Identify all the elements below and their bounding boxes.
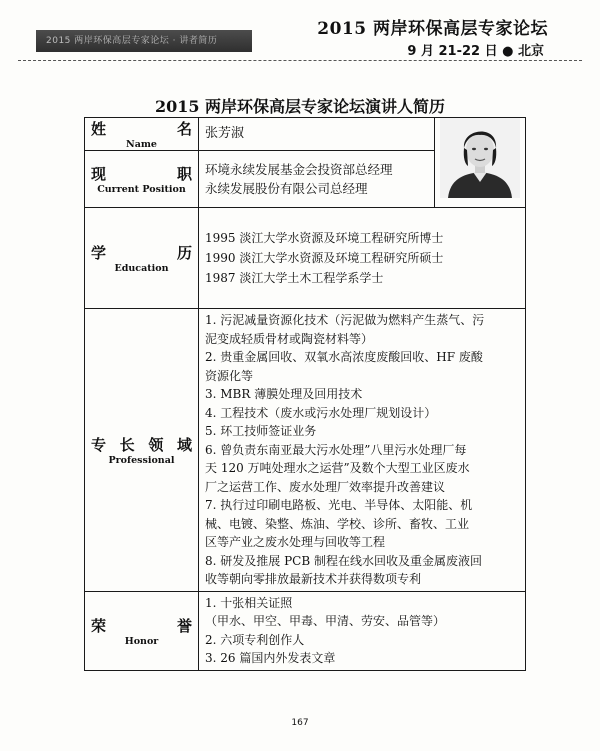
header-banner: 2015 两岸环保高层专家论坛 · 讲者简历 — [36, 30, 252, 52]
education-label-en: Education — [114, 263, 169, 274]
name-label-en: Name — [126, 139, 157, 150]
honor-line: 2. 六项专利创作人 — [205, 632, 305, 647]
professional-line: 8. 研发及推展 PCB 制程在线水回收及重金属废液回 — [205, 553, 482, 568]
position-line: 永续发展股份有限公司总经理 — [205, 181, 368, 196]
honor-value — [199, 591, 526, 670]
education-line: 1995 淡江大学水资源及环境工程研究所博士 — [205, 231, 444, 245]
honor-label — [85, 591, 199, 670]
document-title: 2015 两岸环保高层专家论坛演讲人简历 — [154, 97, 446, 116]
professional-line: 厂之运营工作、废水处理厂效率提升改善建议 — [205, 479, 446, 494]
education-value — [199, 208, 526, 309]
education-label-zh-2: 历 — [176, 244, 192, 262]
page-number: 167 — [291, 718, 309, 728]
professional-label-zh-2: 长 — [119, 435, 135, 454]
position-label-en: Current Position — [97, 184, 186, 195]
professional-value — [199, 309, 526, 592]
education-label-zh-1: 学 — [91, 244, 107, 262]
honor-label-zh-2: 誉 — [176, 616, 192, 635]
professional-line: 4. 工程技术（废水或污水处理厂规划设计） — [205, 405, 437, 420]
name-label-zh-2: 名 — [176, 120, 192, 138]
photo-cell — [435, 118, 526, 208]
position-label-zh-1: 现 — [91, 165, 107, 183]
professional-label-zh-4: 域 — [176, 435, 192, 454]
position-label — [85, 151, 199, 208]
honor-line: 3. 26 篇国内外发表文章 — [205, 651, 336, 665]
header-divider — [18, 60, 582, 61]
professional-label-en: Professional — [108, 454, 175, 466]
position-value — [199, 151, 435, 208]
professional-row — [85, 309, 526, 592]
honor-row — [85, 591, 526, 670]
professional-line: 7. 执行过印刷电路板、光电、半导体、太阳能、机 — [205, 498, 473, 512]
professional-line: 械、电镀、染整、炼油、学校、诊所、畜牧、工业 — [205, 516, 470, 531]
forum-date: 9 月 21-22 日 ● 北京 — [407, 44, 544, 59]
forum-title: 2015 两岸环保高层专家论坛 — [317, 19, 548, 39]
professional-line: 泥变成轻质骨材或陶瓷材料等） — [205, 331, 374, 346]
education-label — [85, 208, 199, 309]
position-line: 环境永续发展基金会投资部总经理 — [205, 162, 393, 177]
name-value: 张芳淑 — [199, 118, 435, 151]
name-label — [85, 118, 199, 151]
professional-line: 2. 贵重金属回收、双氧水高浓度废酸回收、HF 废酸 — [205, 350, 483, 364]
professional-line: 资源化等 — [205, 368, 254, 383]
education-line: 1987 淡江大学土木工程学系学士 — [205, 271, 384, 285]
professional-line: 3. MBR 薄膜处理及回用技术 — [205, 387, 363, 401]
speaker-photo — [440, 118, 520, 198]
professional-line: 区等产业之废水处理与回收等工程 — [205, 535, 386, 549]
name-row — [85, 118, 526, 151]
professional-line: 6. 曾负责东南亚最大污水处理”八里污水处理厂每 — [205, 442, 467, 457]
professional-line: 收等朝向零排放最新技术并获得数项专利 — [205, 572, 422, 586]
education-row — [85, 208, 526, 309]
honor-label-zh-1: 荣 — [91, 616, 107, 635]
name-label-zh-1: 姓 — [91, 120, 107, 138]
honor-line: 1. 十张相关证照 — [205, 595, 293, 610]
resume-table — [84, 117, 526, 671]
professional-line: 5. 环工技师签证业务 — [205, 424, 317, 438]
professional-line: 天 120 万吨处理水之运营”及数个大型工业区废水 — [205, 461, 470, 475]
professional-line: 1. 污泥减量资源化技术（污泥做为燃料产生蒸气、污 — [205, 313, 485, 327]
honor-line: （甲水、甲空、甲毒、甲清、劳安、品管等） — [205, 614, 446, 628]
professional-label-zh-1: 专 — [91, 435, 107, 454]
honor-label-en: Honor — [124, 635, 159, 647]
professional-label-zh-3: 领 — [148, 435, 164, 454]
education-line: 1990 淡江大学水资源及环境工程研究所硕士 — [205, 251, 444, 265]
position-label-zh-2: 职 — [176, 165, 192, 183]
professional-label — [85, 309, 199, 592]
